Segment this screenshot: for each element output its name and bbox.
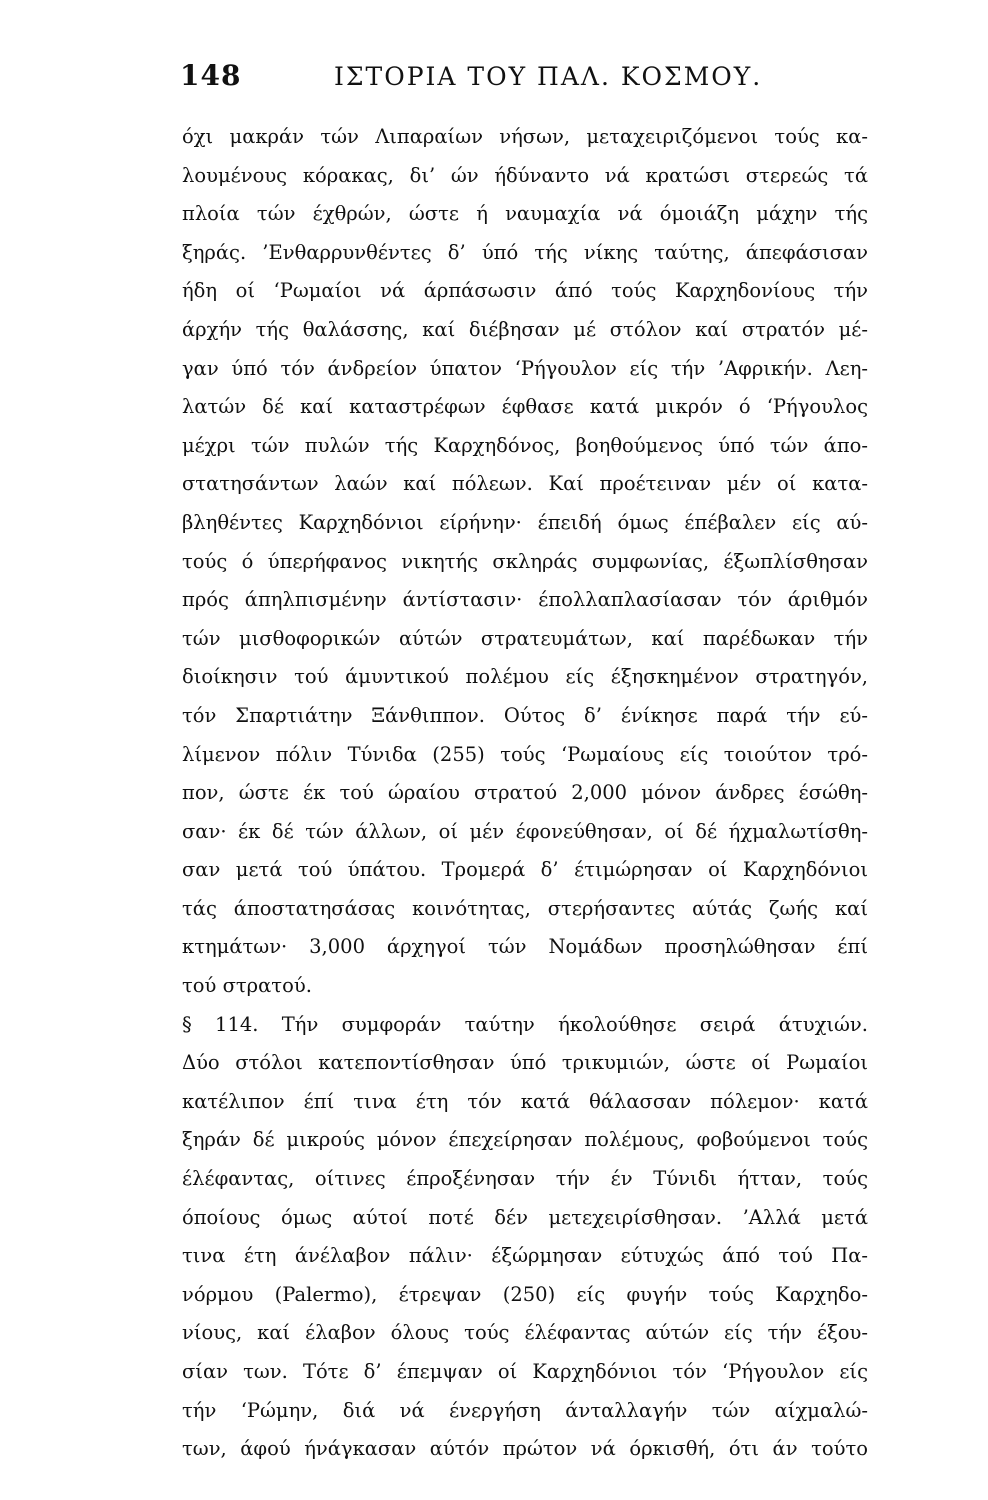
text-line: τάς άποστατησάσας κοινότητας, στερήσαντες αύτάς ζωής καί <box>182 896 868 920</box>
paragraph-end-line: τού στρατού. <box>182 974 312 998</box>
page-number: 148 <box>180 59 242 92</box>
text-line: τήν ‘Ρώμην, διά νά ένεργήση άνταλλαγήν τών αίχμαλώ- <box>182 1398 868 1422</box>
running-title: ΙΣΤΟΡΙΑ ΤΟΥ ΠΑΛ. ΚΟΣΜΟΥ. <box>334 62 763 91</box>
text-line: τινα έτη άνέλαβον πάλιν· έξώρμησαν εύτυχώς άπό τού Πα- <box>182 1244 868 1268</box>
text-line: πον, ώστε έκ τού ώραίου στρατού 2,000 μόνον άνδρες έσώθη- <box>182 781 868 805</box>
text-line: όποίους όμως αύτοί ποτέ δέν μετεχειρίσθησαν. ’Αλλά μετά <box>182 1205 868 1229</box>
text-line: διοίκησιν τού άμυντικού πολέμου είς έξησκημένον στρατηγόν, <box>182 665 868 689</box>
text-line: τούς ό ύπερήφανος νικητής σκληράς συμφωνίας, έξωπλίσθησαν <box>182 549 868 573</box>
text-line: Δύο στόλοι κατεποντίσθησαν ύπό τρικυμιών, ώστε οί Ρωμαίοι <box>182 1051 868 1075</box>
text-line: ξηράς. ’Ενθαρρυνθέντες δ’ ύπό τής νίκης ταύτης, άπεφάσισαν <box>182 240 868 264</box>
body-text <box>182 118 868 1469</box>
text-line: λουμένους κόρακας, δι’ ών ήδύναντο νά κρατώσι στερεώς τά <box>182 163 868 187</box>
text-line: ξηράν δέ μικρούς μόνον έπεχείρησαν πολέμους, φοβούμενοι τούς <box>182 1128 868 1152</box>
text-line: στατησάντων λαών καί πόλεων. Καί προέτειναν μέν οί κατα- <box>182 472 868 496</box>
text-line: τών μισθοφορικών αύτών στρατευμάτων, καί παρέδωκαν τήν <box>182 626 868 650</box>
section-heading-line: § 114. Τήν συμφοράν ταύτην ήκολούθησε σειρά άτυχιών. <box>182 1012 868 1036</box>
text-line: των, άφού ήνάγκασαν αύτόν πρώτον νά όρκισθή, ότι άν τούτο <box>182 1437 868 1461</box>
text-line: σαν μετά τού ύπάτου. Τρομερά δ’ έτιμώρησαν οί Καρχηδόνιοι <box>182 858 868 882</box>
page-header <box>180 59 880 102</box>
text-line: τόν Σπαρτιάτην Ξάνθιππον. Ούτος δ’ ένίκησε παρά τήν εύ- <box>182 703 868 727</box>
text-line: έλέφαντας, οίτινες έπροξένησαν τήν έν Τύνιδι ήτταν, τούς <box>182 1167 868 1191</box>
text-line: σαν· έκ δέ τών άλλων, οί μέν έφονεύθησαν, οί δέ ήχμαλωτίσθη- <box>182 819 868 843</box>
text-line: γαν ύπό τόν άνδρείον ύπατον ‘Ρήγουλον είς τήν ’Αφρικήν. Λεη- <box>182 356 868 380</box>
text-line: άρχήν τής θαλάσσης, καί διέβησαν μέ στόλον καί στρατόν μέ- <box>182 317 868 341</box>
text-line: κτημάτων· 3,000 άρχηγοί τών Νομάδων προσηλώθησαν έπί <box>182 935 868 959</box>
text-line: μέχρι τών πυλών τής Καρχηδόνος, βοηθούμενος ύπό τών άπο- <box>182 433 868 457</box>
text-line: όχι μακράν τών Λιπαραίων νήσων, μεταχειριζόμενοι τούς κα- <box>182 125 868 148</box>
text-line: ήδη οί ‘Ρωμαίοι νά άρπάσωσιν άπό τούς Καρχηδονίους τήν <box>182 279 868 303</box>
text-line: πλοία τών έχθρών, ώστε ή ναυμαχία νά όμοιάζη μάχην τής <box>182 202 868 226</box>
text-line: πρός άπηλπισμένην άντίστασιν· έπολλαπλασίασαν τόν άριθμόν <box>182 588 868 612</box>
text-line: βληθέντες Καρχηδόνιοι είρήνην· έπειδή όμως έπέβαλεν είς αύ- <box>182 510 868 534</box>
text-line: σίαν των. Τότε δ’ έπεμψαν οί Καρχηδόνιοι τόν ‘Ρήγουλον είς <box>182 1360 868 1383</box>
text-line: λατών δέ καί καταστρέφων έφθασε κατά μικρόν ό ‘Ρήγουλος <box>182 395 868 419</box>
text-line: λίμενον πόλιν Τύνιδα (255) τούς ‘Ρωμαίους είς τοιούτον τρό- <box>182 742 868 766</box>
text-line: νίους, καί έλαβον όλους τούς έλέφαντας αύτών είς τήν έξου- <box>182 1321 868 1345</box>
text-line: κατέλιπον έπί τινα έτη τόν κατά θάλασσαν πόλεμον· κατά <box>182 1089 868 1113</box>
text-line: νόρμου (Palermo), έτρεψαν (250) είς φυγήν τούς Καρχηδο- <box>182 1282 868 1306</box>
